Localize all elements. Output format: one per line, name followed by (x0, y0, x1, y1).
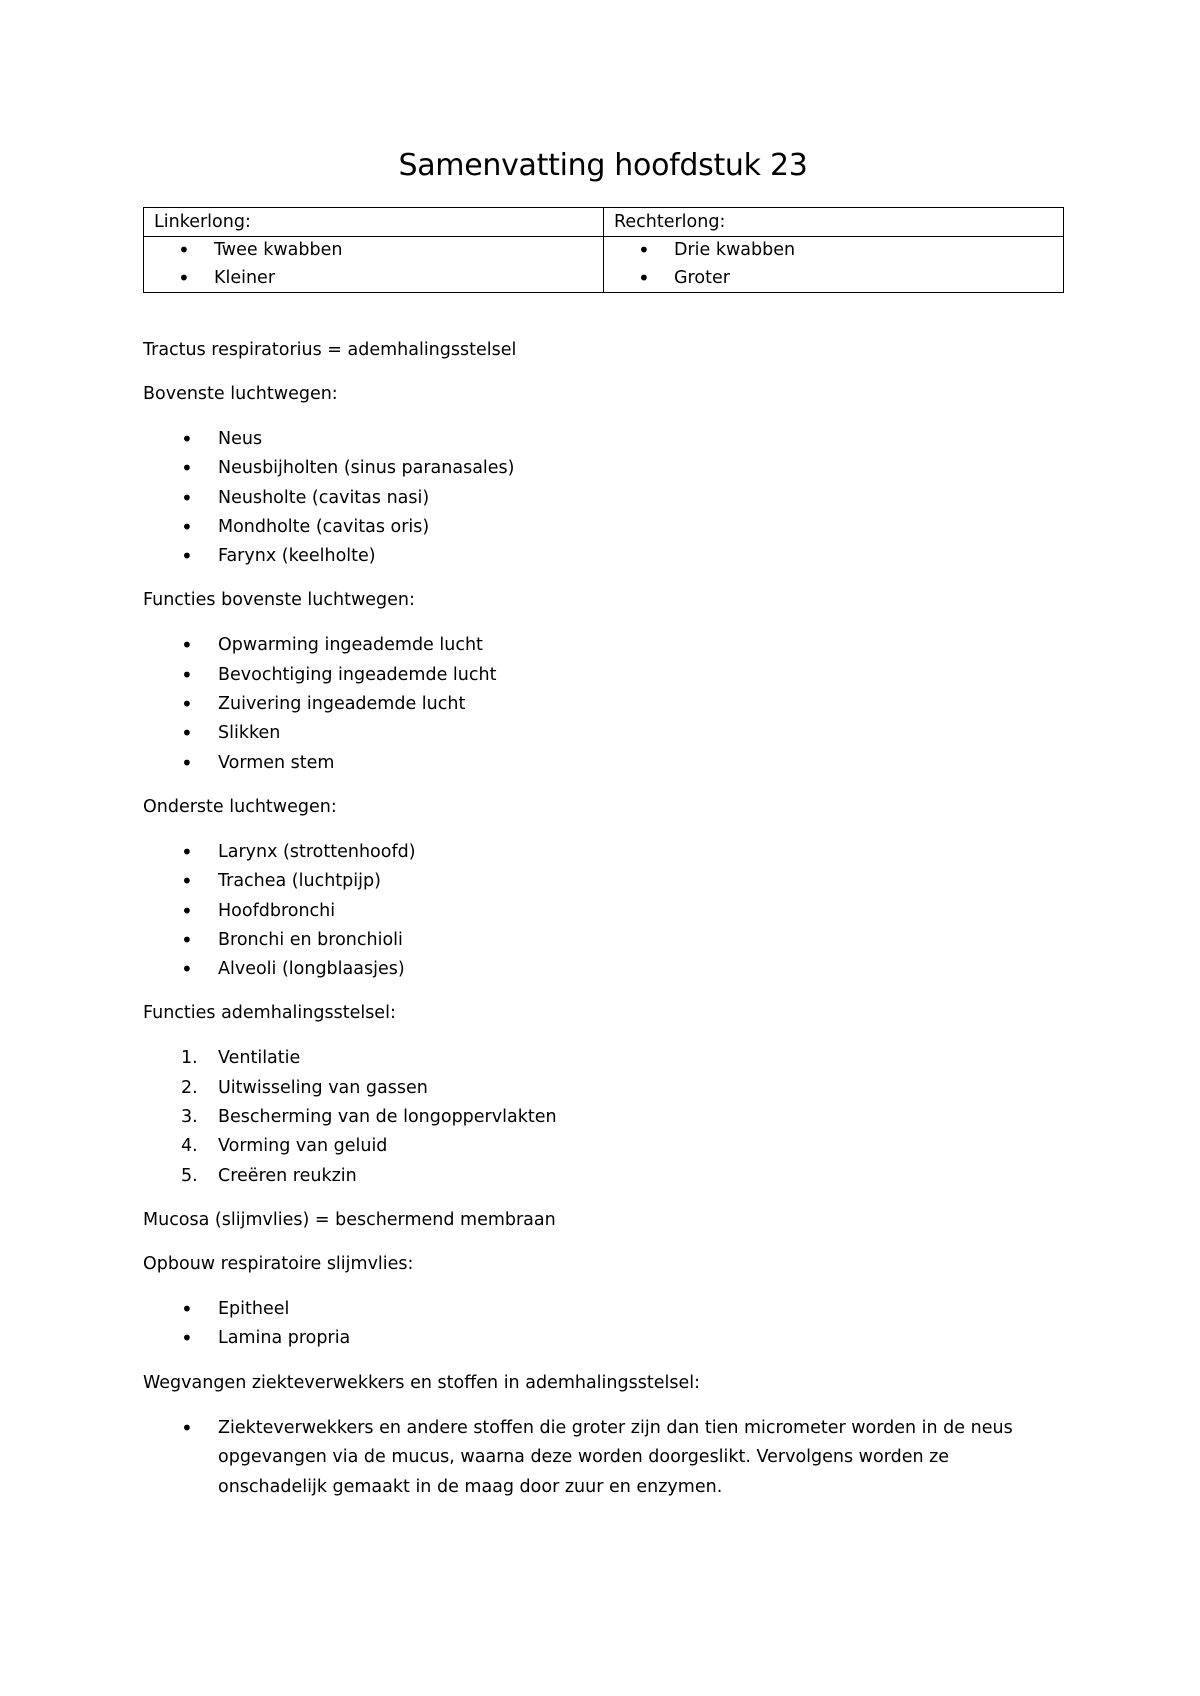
list-item (143, 1295, 1063, 1324)
bovenste-list (143, 425, 1063, 571)
bullet-icon: • (178, 238, 190, 262)
bullet-icon: • (181, 957, 193, 982)
tractus-definition: Tractus respiratorius = ademhalingsstelsel (143, 340, 517, 360)
list-item (143, 454, 1063, 483)
list-item-text: Opwarming ingeademde lucht (218, 635, 483, 656)
list-item (143, 1324, 1063, 1353)
list-item (143, 1132, 1063, 1161)
onderste-list (143, 838, 1063, 984)
lungs-comparison-table (143, 207, 1064, 293)
list-item-text: Vormen stem (218, 752, 335, 773)
list-item-text: Groter (674, 267, 730, 288)
bullet-icon: • (638, 238, 650, 262)
list-item-text: Hoofdbronchi (218, 900, 336, 921)
bullet-icon: • (181, 456, 193, 481)
opbouw-list (143, 1295, 1063, 1354)
list-item-text: Farynx (keelholte) (218, 546, 376, 567)
list-item-text: Ziekteverwekkers en andere stoffen die groter zijn dan tien micrometer worden in de neus opgevangen via de mucus, waarna deze worden doorgeslikt. Vervolgens worden ze onschadelijk gemaakt in de maag door zuur en enzymen. (218, 1417, 1013, 1497)
list-item (143, 955, 1063, 984)
wegvangen-heading: Wegvangen ziekteverwekkers en stoffen in ademhalingsstelsel: (143, 1372, 700, 1393)
list-number: 2. (181, 1077, 198, 1098)
list-item (143, 1414, 1063, 1503)
list-item (143, 749, 1063, 778)
list-item-text: Bescherming van de longoppervlakten (218, 1107, 557, 1128)
bullet-icon: • (178, 265, 190, 290)
onderste-heading: Onderste luchtwegen: (143, 796, 337, 817)
bullet-icon: • (181, 692, 193, 717)
list-item-text: Trachea (luchtpijp) (218, 871, 381, 892)
list-item-text: Drie kwabben (674, 240, 796, 260)
list-number: 3. (181, 1107, 198, 1128)
list-item-text: Epitheel (218, 1298, 290, 1319)
bullet-icon: • (181, 721, 193, 746)
bullet-icon: • (181, 544, 193, 569)
list-item-text: Alveoli (longblaasjes) (218, 959, 405, 980)
list-item-text: Slikken (218, 723, 281, 744)
list-item-text: Uitwisseling van gassen (218, 1077, 428, 1098)
list-item (638, 237, 1063, 265)
list-item-text: Mondholte (cavitas oris) (218, 516, 430, 537)
list-item (143, 719, 1063, 748)
list-item-text: Kleiner (214, 267, 276, 288)
bullet-icon: • (181, 662, 193, 687)
bovenste-heading: Bovenste luchtwegen: (143, 384, 338, 404)
list-item-text: Neusholte (cavitas nasi) (218, 487, 430, 508)
left-lung-list (154, 237, 603, 292)
page-title: Samenvatting hoofdstuk 23 (398, 148, 808, 183)
list-item-text: Vorming van geluid (218, 1136, 388, 1157)
bullet-icon: • (181, 869, 193, 894)
functies-bovenste-list (143, 631, 1063, 777)
list-item (638, 265, 1063, 293)
list-item (178, 265, 603, 293)
table-body-row (144, 237, 1064, 293)
list-item-text: Ventilatie (218, 1048, 301, 1069)
bullet-icon: • (181, 927, 193, 952)
bullet-icon: • (181, 514, 193, 539)
functies-heading: Functies ademhalingsstelsel: (143, 1003, 396, 1024)
bullet-icon: • (181, 750, 193, 775)
list-item (143, 1103, 1063, 1132)
list-item-text: Twee kwabben (214, 240, 343, 260)
functies-list (143, 1044, 1063, 1190)
list-item-text: Neusbijholten (sinus paranasales) (218, 458, 515, 479)
list-item-text: Larynx (strottenhoofd) (218, 841, 416, 862)
bullet-icon: • (181, 898, 193, 923)
list-item (143, 1074, 1063, 1103)
list-number: 5. (181, 1165, 198, 1186)
bullet-icon: • (181, 485, 193, 510)
list-item (143, 484, 1063, 513)
wegvangen-list (143, 1414, 1063, 1503)
table-header-right: Rechterlong: (604, 208, 1064, 237)
list-item (143, 838, 1063, 867)
list-item (143, 1162, 1063, 1191)
list-number: 1. (181, 1048, 198, 1069)
list-item (143, 1044, 1063, 1073)
list-item-text: Zuivering ingeademde lucht (218, 694, 466, 715)
bullet-icon: • (181, 633, 193, 658)
list-item (143, 897, 1063, 926)
list-item-text: Neus (218, 429, 263, 449)
list-item (143, 425, 1063, 454)
list-item (143, 542, 1063, 571)
list-item (143, 690, 1063, 719)
list-item (143, 926, 1063, 955)
list-number: 4. (181, 1136, 198, 1157)
list-item (143, 661, 1063, 690)
table-cell-right (604, 237, 1064, 293)
table-cell-left (144, 237, 604, 293)
list-item-text: Creëren reukzin (218, 1165, 357, 1186)
list-item (143, 513, 1063, 542)
list-item (143, 631, 1063, 660)
bullet-icon: • (181, 1296, 193, 1321)
right-lung-list (614, 237, 1063, 292)
list-item-text: Bevochtiging ingeademde lucht (218, 664, 497, 685)
opbouw-heading: Opbouw respiratoire slijmvlies: (143, 1253, 414, 1274)
list-item (143, 867, 1063, 896)
bullet-icon: • (181, 1326, 193, 1351)
mucosa-definition: Mucosa (slijmvlies) = beschermend membraan (143, 1209, 556, 1230)
bullet-icon: • (181, 1415, 193, 1440)
list-item-text: Lamina propria (218, 1328, 351, 1349)
list-item-text: Bronchi en bronchioli (218, 929, 403, 950)
bullet-icon: • (638, 265, 650, 290)
table-header-row (144, 208, 1064, 237)
functies-bovenste-heading: Functies bovenste luchtwegen: (143, 590, 415, 611)
bullet-icon: • (181, 427, 193, 451)
bullet-icon: • (181, 839, 193, 864)
table-header-left: Linkerlong: (144, 208, 604, 237)
document-body (143, 337, 1063, 1518)
list-item (178, 237, 603, 265)
